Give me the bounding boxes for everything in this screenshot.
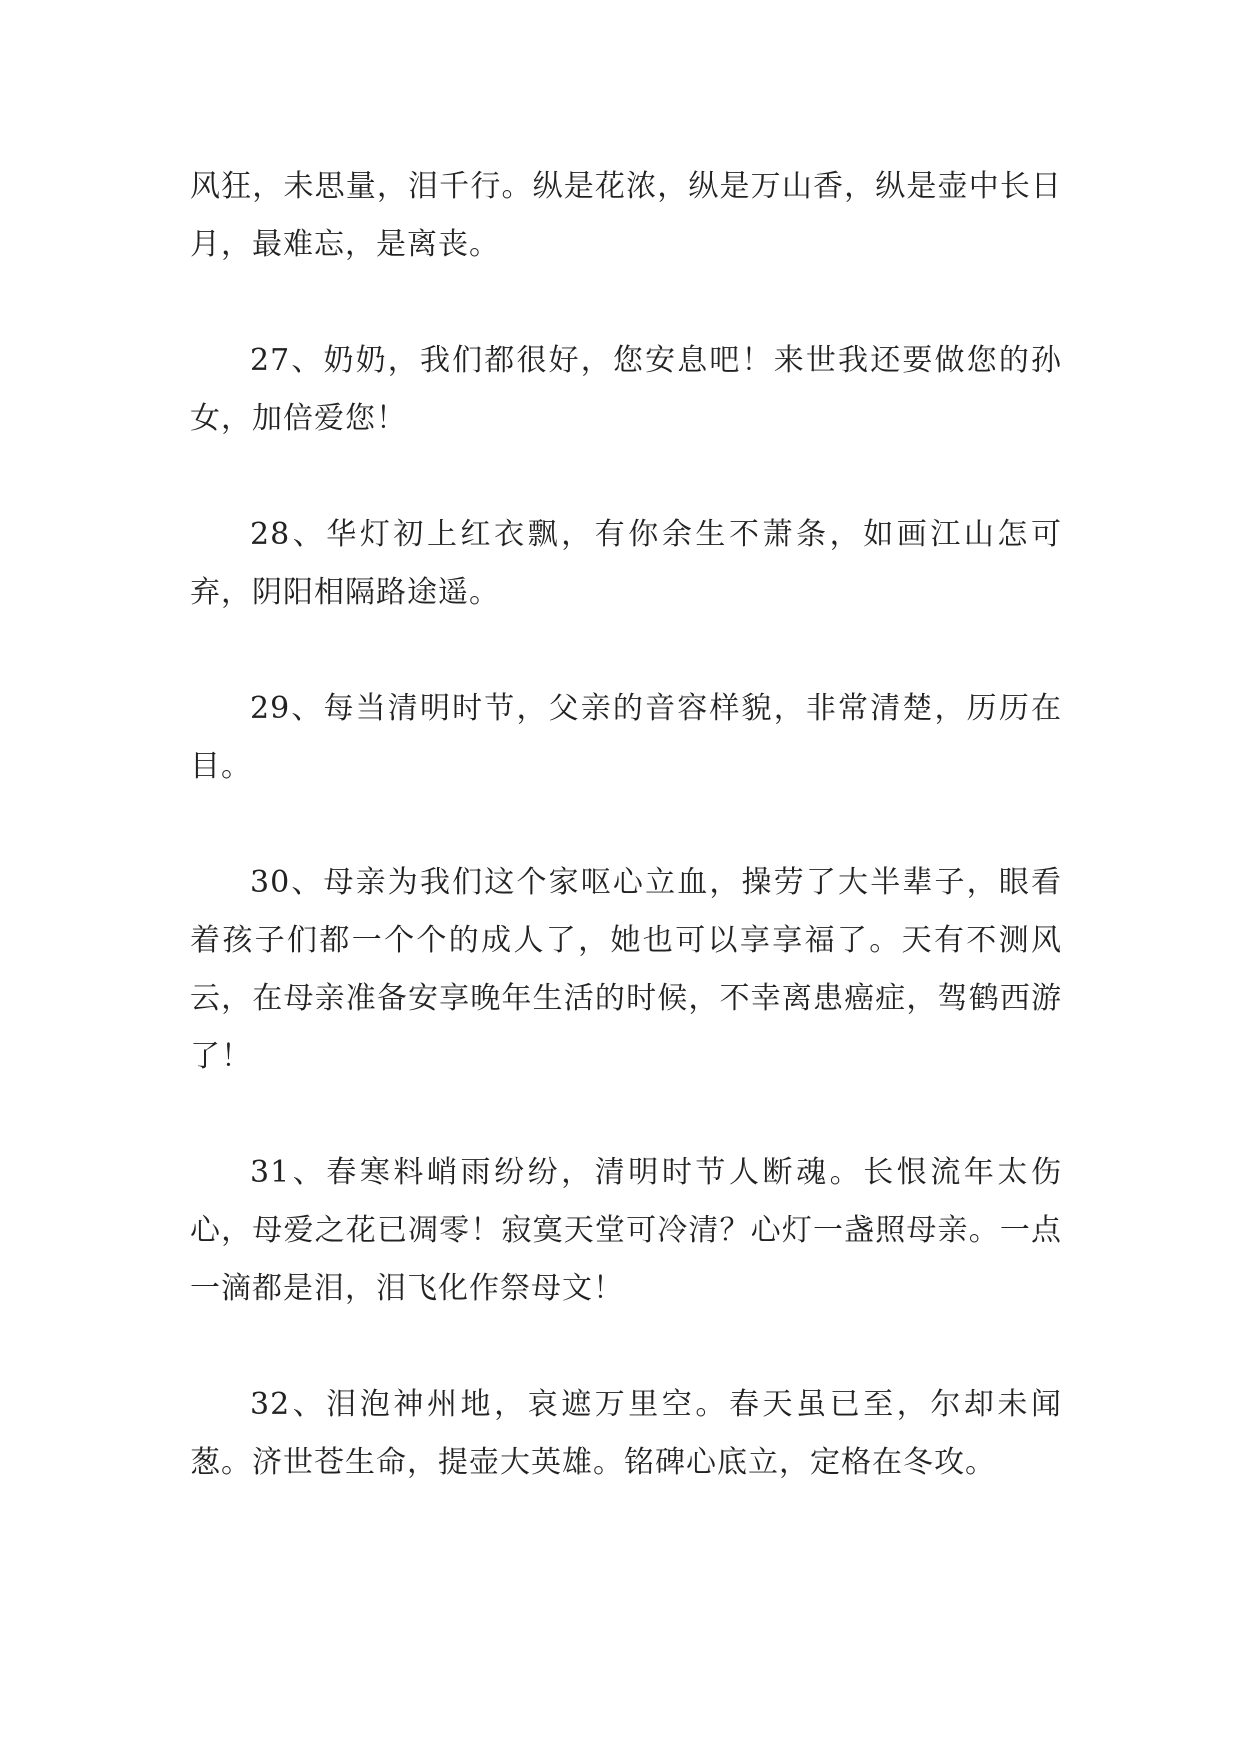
paragraph-29: 29、每当清明时节，父亲的音容样貌，非常清楚，历历在目。 <box>190 691 1062 784</box>
paragraph-continuation: 风狂，未思量，泪千行。纵是花浓，纵是万山香，纵是壶中长日月，最难忘，是离丧。 <box>190 169 1062 262</box>
paragraph-30: 30、母亲为我们这个家呕心立血，操劳了大半辈子，眼看着孩子们都一个个的成人了，她也可以享享福了。天有不测风云，在母亲准备安享晚年生活的时候，不幸离患癌症，驾鹤西游了！ <box>190 865 1062 1074</box>
paragraph-28: 28、华灯初上红衣飘，有你余生不萧条，如画江山怎可弃，阴阳相隔路途遥。 <box>190 517 1062 610</box>
paragraph-27: 27、奶奶，我们都很好，您安息吧！来世我还要做您的孙女，加倍爱您！ <box>190 343 1062 436</box>
document-body <box>190 158 1062 1550</box>
paragraph-31: 31、春寒料峭雨纷纷，清明时节人断魂。长恨流年太伤心，母爱之花已凋零！寂寞天堂可冷清？心灯一盏照母亲。一点一滴都是泪，泪飞化作祭母文！ <box>190 1155 1062 1306</box>
paragraph-32: 32、泪泡神州地，哀遮万里空。春天虽已至，尔却未闻葱。济世苍生命，提壶大英雄。铭碑心底立，定格在冬攻。 <box>190 1387 1062 1480</box>
